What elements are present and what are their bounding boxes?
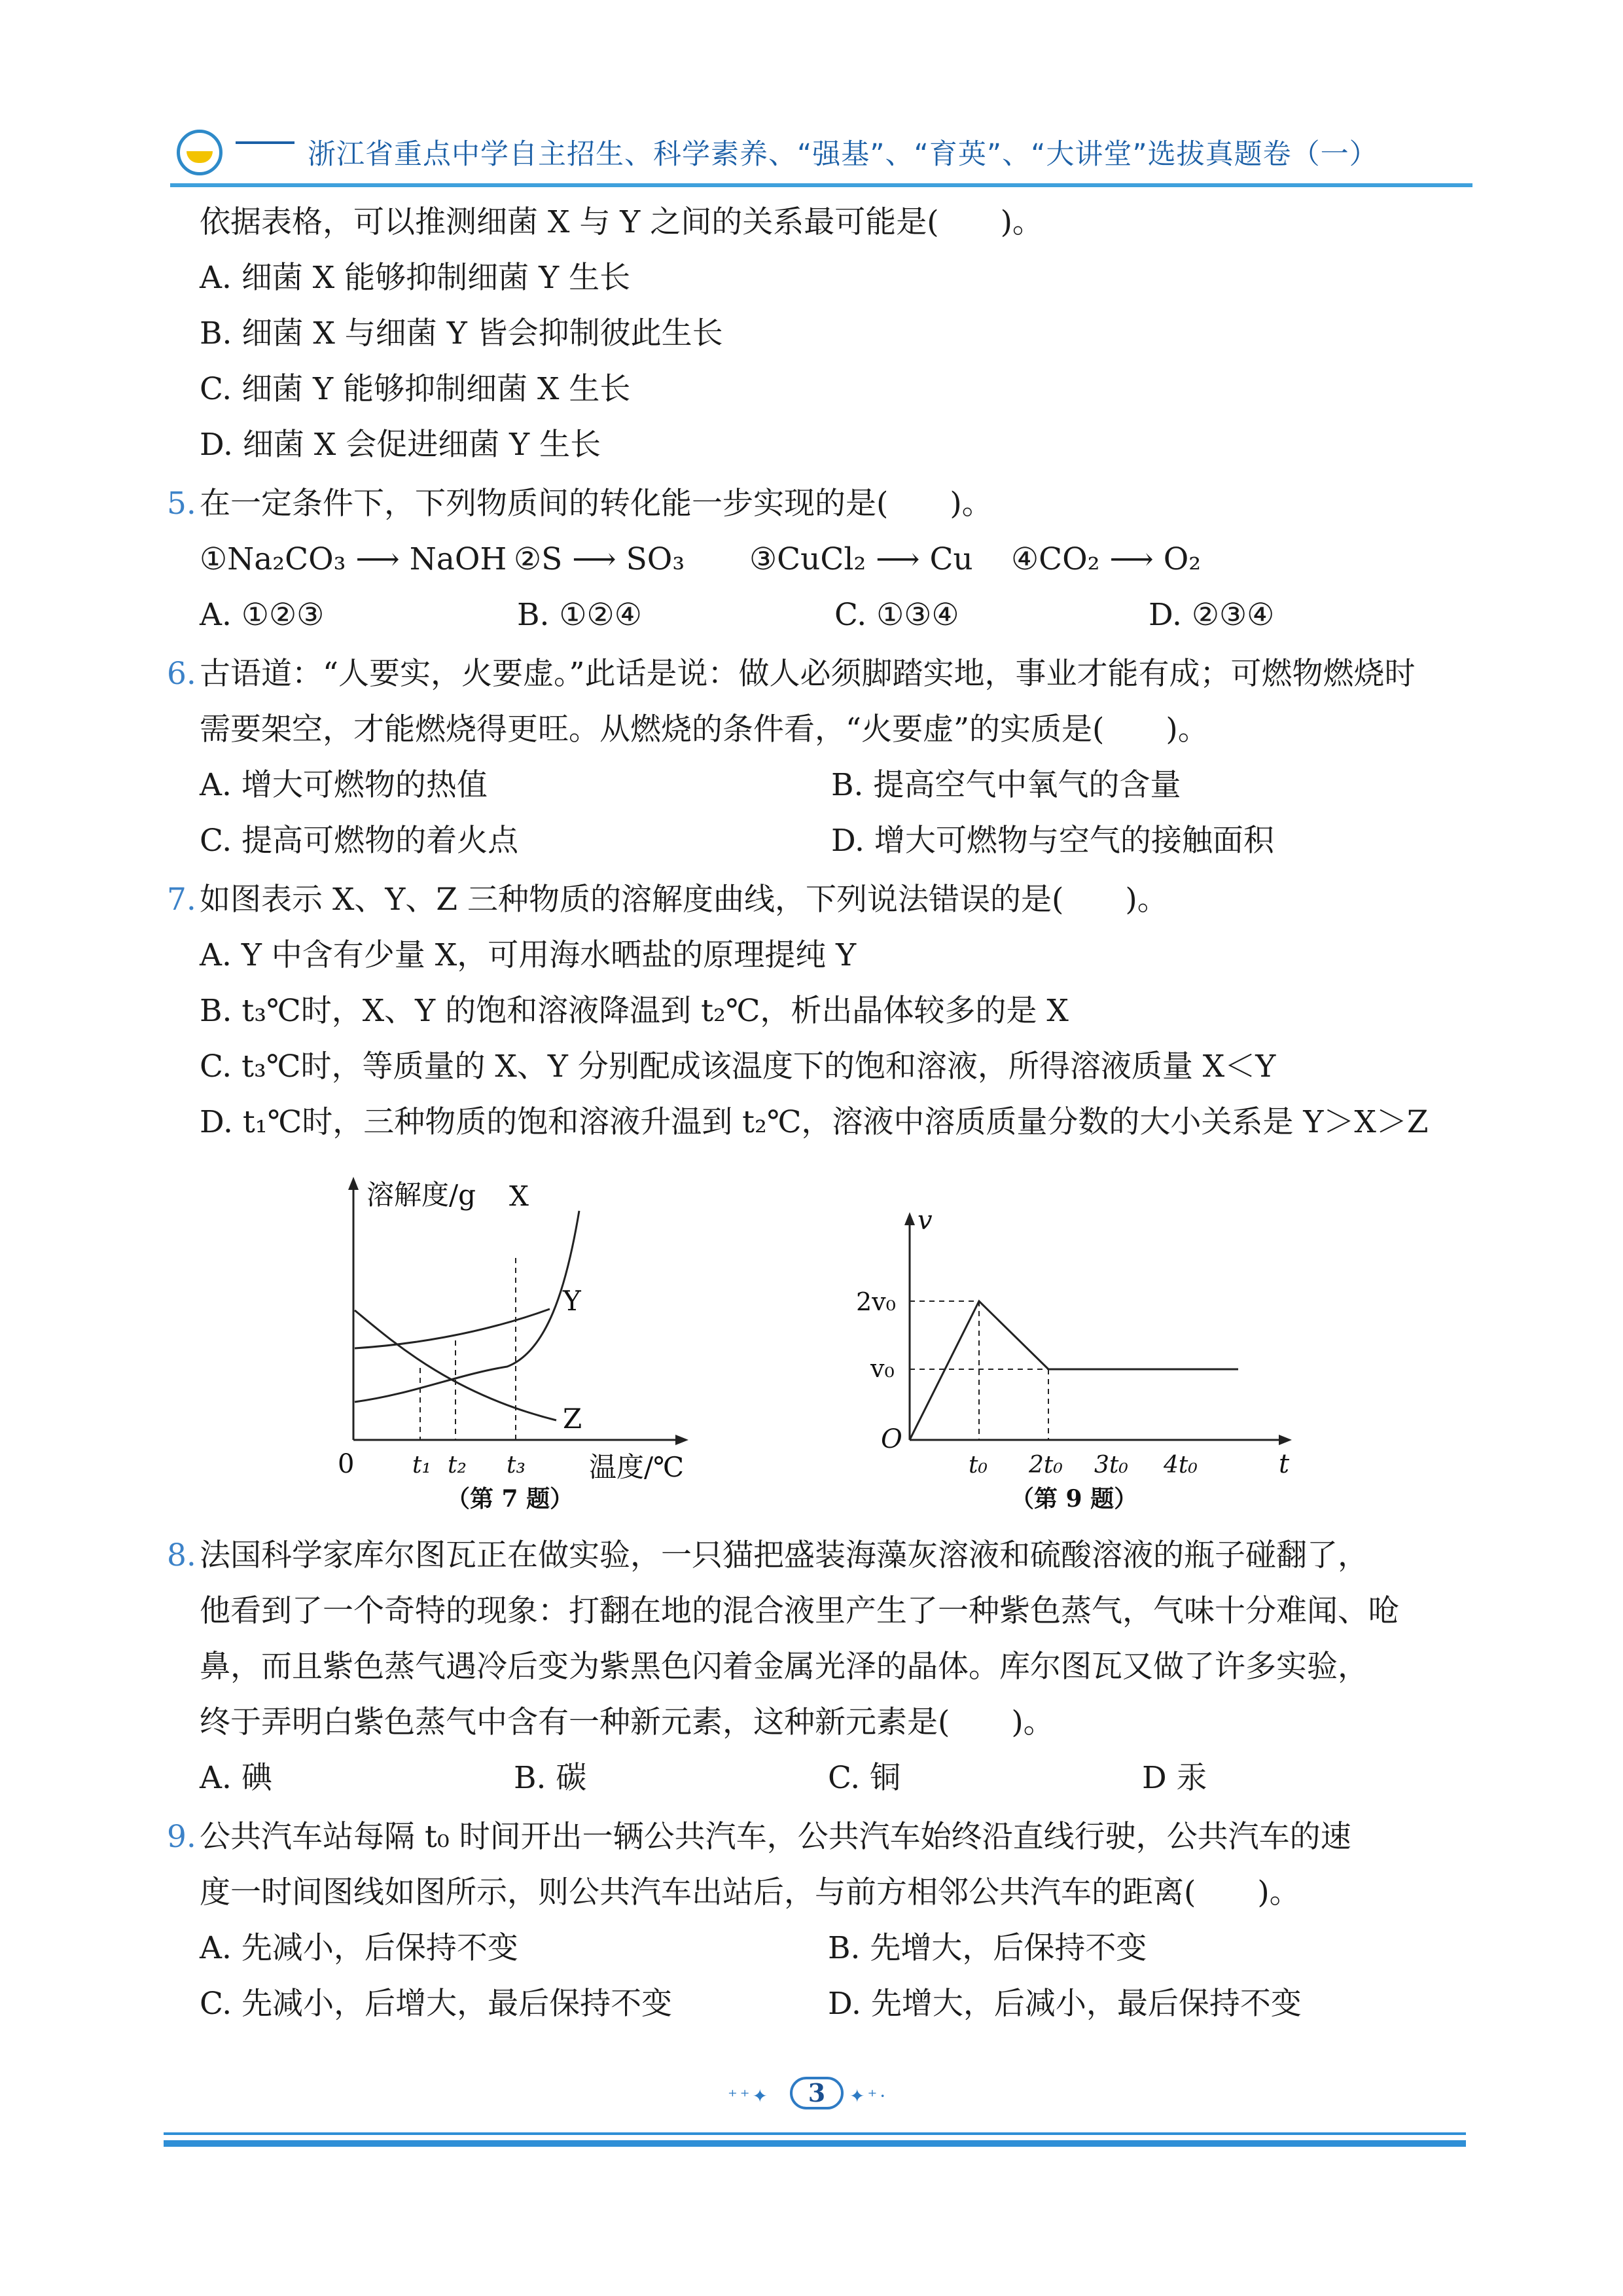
q5-item-1: ①Na₂CO₃ ⟶ NaOH bbox=[200, 541, 507, 577]
q6-number: 6. bbox=[167, 656, 196, 692]
q4-option-c: C. 细菌 Y 能够抑制细菌 X 生长 bbox=[200, 371, 631, 407]
q6-option-a: A. 增大可燃物的热值 bbox=[200, 767, 488, 803]
fig9-caption: （第 9 题） bbox=[1010, 1485, 1138, 1513]
q6-stem-line1: 古语道：“人要实，火要虚。”此话是说：做人必须脚踏实地，事业才能有成；可燃物燃烧时 bbox=[200, 656, 1416, 692]
q8-option-b: B. 碳 bbox=[514, 1760, 587, 1796]
fig7-curve-y bbox=[355, 1309, 550, 1348]
header-title: 浙江省重点中学自主招生、科学素养、“强基”、“育英”、“大讲堂”选拔真题卷（一） bbox=[308, 138, 1378, 171]
q4-option-d: D. 细菌 X 会促进细菌 Y 生长 bbox=[200, 427, 601, 463]
header-ornament-left bbox=[236, 141, 294, 144]
fig7-y-arrow bbox=[348, 1177, 359, 1190]
fig7-origin: 0 bbox=[338, 1449, 355, 1479]
fig9-y-arrow bbox=[904, 1212, 915, 1225]
q4-stem: 依据表格，可以推测细菌 X 与 Y 之间的关系最可能是( )。 bbox=[200, 204, 1043, 240]
q9-stem-line1: 公共汽车站每隔 t₀ 时间开出一辆公共汽车，公共汽车始终沿直线行驶，公共汽车的速 bbox=[200, 1819, 1351, 1855]
q7-option-c: C. t₃℃时，等质量的 X、Y 分别配成该温度下的饱和溶液，所得溶液质量 X＜Y bbox=[200, 1049, 1276, 1085]
q9-option-b: B. 先增大，后保持不变 bbox=[828, 1930, 1147, 1966]
q6-option-b: B. 提高空气中氧气的含量 bbox=[831, 767, 1181, 803]
fig9-xlabel: t bbox=[1279, 1449, 1290, 1479]
fig9-ytick-v0: v₀ bbox=[870, 1354, 895, 1383]
figure-7-solubility-chart bbox=[308, 1158, 726, 1512]
fig7-tick-t2: t₂ bbox=[448, 1452, 467, 1479]
fig9-xtick-t0: t₀ bbox=[969, 1452, 988, 1479]
fig7-label-x: X bbox=[509, 1180, 529, 1212]
q5-item-4: ④CO₂ ⟶ O₂ bbox=[1011, 541, 1202, 577]
q5-option-c: C. ①③④ bbox=[834, 597, 959, 633]
q8-line1: 法国科学家库尔图瓦正在做实验，一只猫把盛装海藻灰溶液和硫酸溶液的瓶子碰翻了， bbox=[200, 1537, 1368, 1573]
fig9-velocity-line bbox=[910, 1301, 1238, 1440]
fig7-xlabel: 温度/℃ bbox=[589, 1451, 685, 1483]
fig9-x-arrow bbox=[1279, 1435, 1292, 1445]
q9-option-c: C. 先减小，后增大，最后保持不变 bbox=[200, 1986, 673, 2022]
fig9-xtick-4t0: 4t₀ bbox=[1164, 1452, 1198, 1479]
q5-item-3: ③CuCl₂ ⟶ Cu bbox=[749, 541, 973, 577]
q7-option-d: D. t₁℃时，三种物质的饱和溶液升温到 t₂℃，溶液中溶质质量分数的大小关系是 Y＞X＞Z bbox=[200, 1104, 1429, 1140]
figure-9-velocity-chart bbox=[851, 1204, 1322, 1518]
fig7-curve-x bbox=[355, 1211, 579, 1402]
q7-stem: 如图表示 X、Y、Z 三种物质的溶解度曲线，下列说法错误的是( )。 bbox=[200, 882, 1168, 918]
q8-option-c: C. 铜 bbox=[828, 1760, 901, 1796]
header-rule bbox=[170, 183, 1472, 187]
fig7-x-arrow bbox=[675, 1435, 688, 1445]
q5-option-a: A. ①②③ bbox=[200, 597, 325, 633]
fig9-ylabel: v bbox=[918, 1206, 933, 1236]
logo-icon bbox=[177, 130, 223, 175]
page-number: 3 bbox=[790, 2077, 844, 2109]
q6-option-d: D. 增大可燃物与空气的接触面积 bbox=[831, 823, 1274, 859]
q8-line4: 终于弄明白紫色蒸气中含有一种新元素，这种新元素是( )。 bbox=[200, 1704, 1054, 1740]
q5-option-b: B. ①②④ bbox=[517, 597, 642, 633]
fig7-tick-t3: t₃ bbox=[507, 1452, 526, 1479]
q8-number: 8. bbox=[167, 1537, 196, 1573]
fig7-ylabel: 溶解度/g bbox=[366, 1179, 476, 1211]
fig7-caption: （第 7 题） bbox=[446, 1485, 574, 1512]
fig7-label-y: Y bbox=[563, 1285, 581, 1317]
q9-stem-line2: 度一时间图线如图所示，则公共汽车出站后，与前方相邻公共汽车的距离( )。 bbox=[200, 1874, 1300, 1910]
fig7-tick-t1: t₁ bbox=[412, 1452, 431, 1479]
q5-option-d: D. ②③④ bbox=[1149, 597, 1275, 633]
fig9-xtick-3t0: 3t₀ bbox=[1094, 1452, 1128, 1479]
footer-ornament-right: ✦⁺· bbox=[849, 2085, 889, 2107]
q6-stem-line2: 需要架空，才能燃烧得更旺。从燃烧的条件看，“火要虚”的实质是( )。 bbox=[200, 711, 1209, 747]
fig9-ytick-2v0: 2v₀ bbox=[856, 1287, 896, 1316]
q7-option-a: A. Y 中含有少量 X，可用海水晒盐的原理提纯 Y bbox=[200, 937, 857, 973]
q6-option-c: C. 提高可燃物的着火点 bbox=[200, 823, 519, 859]
q4-option-b: B. 细菌 X 与细菌 Y 皆会抑制彼此生长 bbox=[200, 315, 723, 351]
q8-line3: 鼻，而且紫色蒸气遇冷后变为紫黑色闪着金属光泽的晶体。库尔图瓦又做了许多实验， bbox=[200, 1649, 1368, 1685]
q5-stem: 在一定条件下，下列物质间的转化能一步实现的是( )。 bbox=[200, 486, 993, 522]
fig9-origin: O bbox=[881, 1424, 902, 1454]
q5-number: 5. bbox=[167, 486, 196, 522]
q9-number: 9. bbox=[167, 1819, 196, 1855]
footer-ornament-left: ⁺⁺✦ bbox=[728, 2085, 771, 2107]
q7-option-b: B. t₃℃时，X、Y 的饱和溶液降温到 t₂℃，析出晶体较多的是 X bbox=[200, 993, 1069, 1029]
q7-number: 7. bbox=[167, 882, 196, 918]
q8-line2: 他看到了一个奇特的现象：打翻在地的混合液里产生了一种紫色蒸气，气味十分难闻、呛 bbox=[200, 1593, 1399, 1629]
q9-option-a: A. 先减小，后保持不变 bbox=[200, 1930, 518, 1966]
q8-option-a: A. 碘 bbox=[200, 1760, 272, 1796]
page-header bbox=[170, 118, 1472, 196]
q4-option-a: A. 细菌 X 能够抑制细菌 Y 生长 bbox=[200, 260, 631, 296]
fig9-xtick-2t0: 2t₀ bbox=[1029, 1452, 1063, 1479]
q9-option-d: D. 先增大，后减小，最后保持不变 bbox=[828, 1986, 1302, 2022]
footer-rule-thick bbox=[164, 2140, 1466, 2147]
footer-rule-thin bbox=[164, 2132, 1466, 2135]
q8-option-d: D 汞 bbox=[1142, 1760, 1207, 1796]
q5-item-2: ②S ⟶ SO₃ bbox=[514, 541, 685, 577]
fig7-label-z: Z bbox=[563, 1403, 582, 1435]
